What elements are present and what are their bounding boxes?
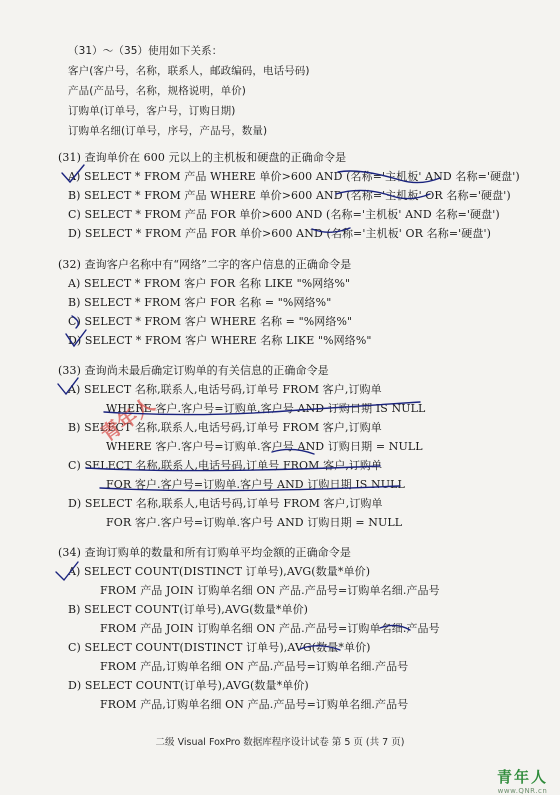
q34-option-c-line2: FROM 产品,订购单名细 ON 产品.产品号=订购单名细.产品号 xyxy=(100,660,409,673)
q34-option-c-line1: C) SELECT COUNT(DISTINCT 订单号),AVG(数量*单价) xyxy=(68,641,371,654)
page-footer: 二级 Visual FoxPro 数据库程序设计试卷 第 5 页 (共 7 页) xyxy=(155,737,405,748)
q33-option-c-line2: FOR 客户.客户号=订购单.客户号 AND 订购日期 IS NULL xyxy=(106,478,405,491)
qnr-logo xyxy=(497,766,548,795)
q31-option-c: C) SELECT * FROM 产品 FOR 单价>600 AND (名称='主机板' AND 名称='硬盘') xyxy=(68,208,500,221)
q31-option-b: B) SELECT * FROM 产品 WHERE 单价>600 AND (名称='主机板' OR 名称='硬盘') xyxy=(68,189,511,202)
q32-option-d: D) SELECT * FROM 客户 WHERE 名称 LIKE "%网络%" xyxy=(68,334,372,347)
intro-heading: （31）～（35）使用如下关系： xyxy=(68,45,223,57)
question-33: (33) 查询尚未最后确定订购单的有关信息的正确命令是 xyxy=(58,364,329,377)
q34-option-a-line1: A) SELECT COUNT(DISTINCT 订单号),AVG(数量*单价) xyxy=(68,565,371,578)
q33-option-b-line1: B) SELECT 名称,联系人,电话号码,订单号 FROM 客户,订购单 xyxy=(68,421,382,434)
q34-option-d-line1: D) SELECT COUNT(订单号),AVG(数量*单价) xyxy=(68,679,309,692)
question-34: (34) 查询订购单的数量和所有订购单平均金额的正确命令是 xyxy=(58,546,351,559)
relation-product: 产品(产品号，名称，规格说明，单价) xyxy=(68,85,246,97)
q32-option-a: A) SELECT * FROM 客户 FOR 名称 LIKE "%网络%" xyxy=(68,277,351,290)
relation-order-detail: 订购单名细(订单号，序号，产品号，数量) xyxy=(68,125,268,137)
q32-option-c: C) SELECT * FROM 客户 WHERE 名称 = "%网络%" xyxy=(68,315,353,328)
question-32: (32) 查询客户名称中有“网络”二字的客户信息的正确命令是 xyxy=(58,258,352,271)
relation-customer: 客户(客户号，名称，联系人，邮政编码，电话号码) xyxy=(68,65,310,77)
logo-url: www.QNR.cn xyxy=(497,787,548,795)
q32-option-b: B) SELECT * FROM 客户 FOR 名称 = "%网络%" xyxy=(68,296,332,309)
stamp-text: 青年人 xyxy=(95,392,159,447)
q34-option-b-line1: B) SELECT COUNT(订单号),AVG(数量*单价) xyxy=(68,603,309,616)
question-31: (31) 查询单价在 600 元以上的主机板和硬盘的正确命令是 xyxy=(58,151,347,164)
q33-option-a-line2: WHERE 客户.客户号=订购单.客户号 AND 订购日期 IS NULL xyxy=(106,402,426,415)
red-stamp-logo xyxy=(93,390,163,450)
q33-option-b-line2: WHERE 客户.客户号=订购单.客户号 AND 订购日期 = NULL xyxy=(106,440,423,453)
relation-order: 订购单(订单号，客户号，订购日期) xyxy=(68,105,236,117)
q34-option-b-line2: FROM 产品 JOIN 订购单名细 ON 产品.产品号=订购单名细.产品号 xyxy=(100,622,440,635)
q34-option-a-line2: FROM 产品 JOIN 订购单名细 ON 产品.产品号=订购单名细.产品号 xyxy=(100,584,440,597)
q31-option-d: D) SELECT * FROM 产品 FOR 单价>600 AND (名称='主机板' OR 名称='硬盘') xyxy=(68,227,491,240)
q31-option-a: A) SELECT * FROM 产品 WHERE 单价>600 AND (名称='主机板' AND 名称='硬盘') xyxy=(68,170,520,183)
q33-option-d-line2: FOR 客户.客户号=订购单.客户号 AND 订购日期 = NULL xyxy=(106,516,403,529)
logo-name: 青年人 xyxy=(496,768,548,786)
q33-option-c-line1: C) SELECT 名称,联系人,电话号码,订单号 FROM 客户,订购单 xyxy=(68,459,383,472)
q34-option-d-line2: FROM 产品,订购单名细 ON 产品.产品号=订购单名细.产品号 xyxy=(100,698,409,711)
q33-option-d-line1: D) SELECT 名称,联系人,电话号码,订单号 FROM 客户,订购单 xyxy=(68,497,383,510)
q33-option-a-line1: A) SELECT 名称,联系人,电话号码,订单号 FROM 客户,订购单 xyxy=(68,383,382,396)
